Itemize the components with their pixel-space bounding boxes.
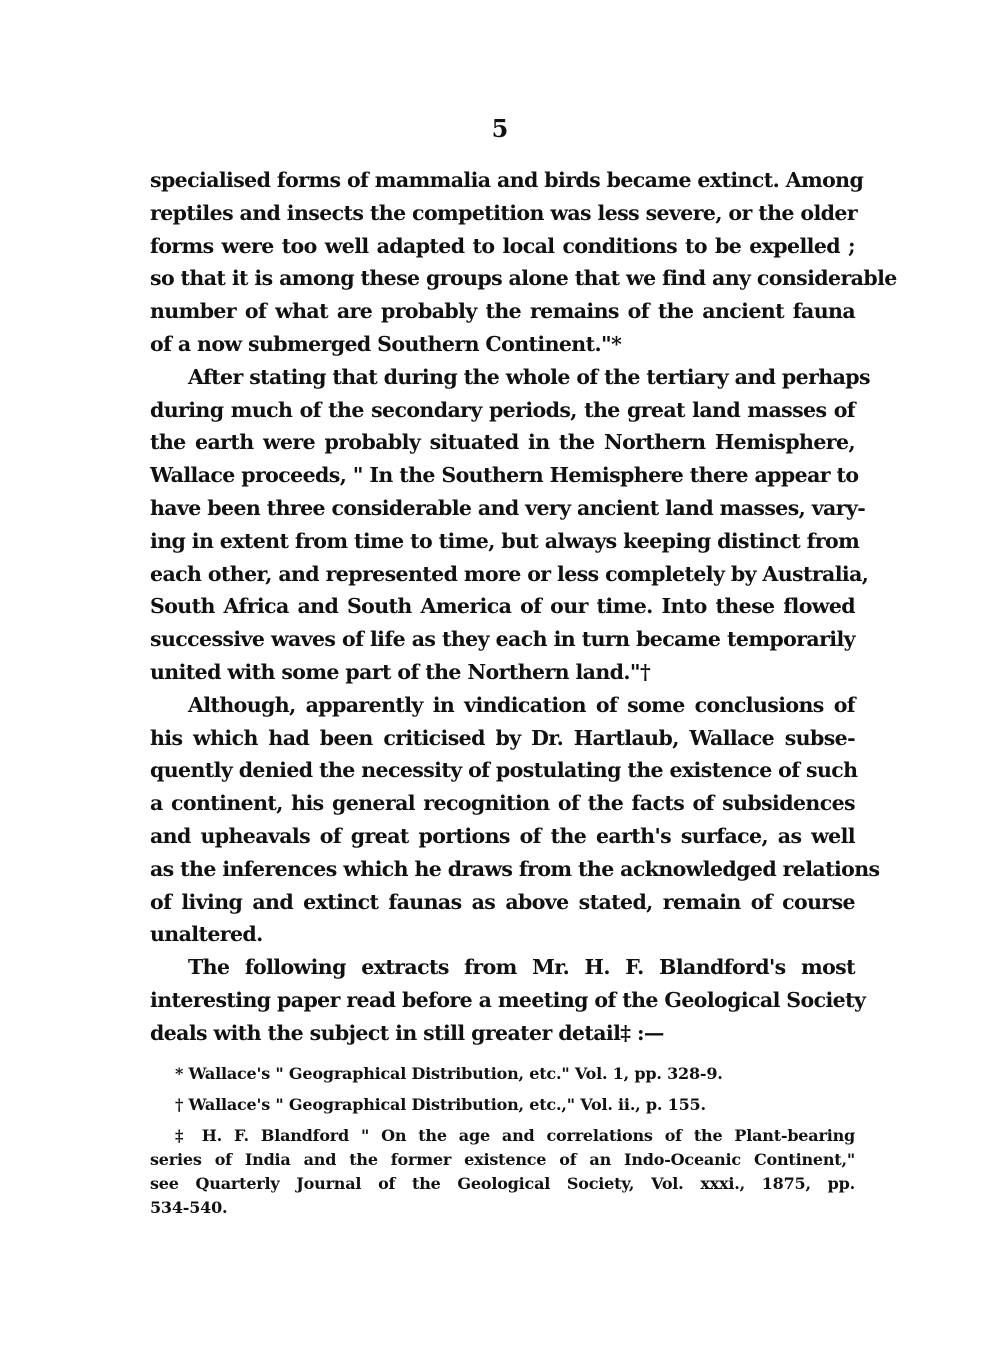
text-line: † Wallace's " Geographical Distribution, etc.," Vol. ii., p. 155. — [175, 1095, 706, 1114]
text-line: After stating that during the whole of the tertiary and perhaps — [188, 364, 870, 389]
paragraph — [150, 164, 897, 361]
text-line: a continent, his general recognition of the facts of subsidences — [150, 791, 855, 816]
text-line: have been three considerable and very ancient land masses, vary- — [150, 495, 866, 520]
paragraph — [150, 361, 870, 689]
text-line: and upheavals of great portions of the earth's surface, as well — [150, 823, 855, 848]
text-line: quently denied the necessity of postulating the existence of such — [150, 758, 858, 783]
paragraph — [150, 689, 880, 951]
text-line: 534-540. — [150, 1198, 228, 1217]
body-text — [150, 164, 897, 1050]
text-line: as the inferences which he draws from the acknowledged relations — [150, 856, 880, 881]
text-line: during much of the secondary periods, the great land masses of — [150, 397, 855, 422]
text-line: Although, apparently in vindication of some conclusions of — [188, 692, 855, 717]
footnote — [150, 1062, 855, 1086]
text-line: of living and extinct faunas as above stated, remain of course — [150, 889, 855, 914]
text-line: interesting paper read before a meeting of the Geological Society — [150, 987, 866, 1012]
footnotes — [150, 1062, 855, 1220]
text-line: so that it is among these groups alone that we find any considerable — [150, 266, 897, 291]
text-line: Wallace proceeds, " In the Southern Hemisphere there appear to — [150, 463, 859, 488]
text-line: series of India and the former existence of an Indo-Oceanic Continent," — [150, 1150, 855, 1169]
text-line: forms were too well adapted to local conditions to be expelled ; — [150, 233, 855, 258]
text-line: unaltered. — [150, 922, 263, 947]
text-line: ing in extent from time to time, but always keeping distinct from — [150, 528, 860, 553]
text-line: the earth were probably situated in the Northern Hemisphere, — [150, 430, 855, 455]
footnote — [150, 1124, 855, 1220]
text-line: united with some part of the Northern land."† — [150, 659, 651, 684]
text-line: successive waves of life as they each in turn became temporarily — [150, 627, 855, 652]
text-line: his which had been criticised by Dr. Hartlaub, Wallace subse- — [150, 725, 855, 750]
text-line: specialised forms of mammalia and birds became extinct. Among — [150, 168, 864, 192]
text-line: each other, and represented more or less completely by Australia, — [150, 561, 869, 586]
text-line: South Africa and South America of our time. Into these flowed — [150, 594, 855, 619]
text-line: number of what are probably the remains of the ancient fauna — [150, 299, 855, 324]
text-line: deals with the subject in still greater detail‡ :— — [150, 1020, 664, 1045]
text-line: see Quarterly Journal of the Geological Society, Vol. xxxi., 1875, pp. — [150, 1174, 855, 1193]
page-number: 5 — [491, 114, 509, 143]
text-line: ‡ H. F. Blandford " On the age and correlations of the Plant-bearing — [175, 1126, 855, 1145]
paragraph — [150, 951, 866, 1049]
text-line: The following extracts from Mr. H. F. Blandford's most — [188, 955, 855, 980]
text-line: of a now submerged Southern Continent."* — [150, 331, 622, 356]
footnote — [150, 1093, 855, 1117]
text-line: reptiles and insects the competition was less severe, or the older — [150, 200, 858, 225]
text-line: * Wallace's " Geographical Distribution, etc." Vol. 1, pp. 328-9. — [175, 1064, 723, 1083]
